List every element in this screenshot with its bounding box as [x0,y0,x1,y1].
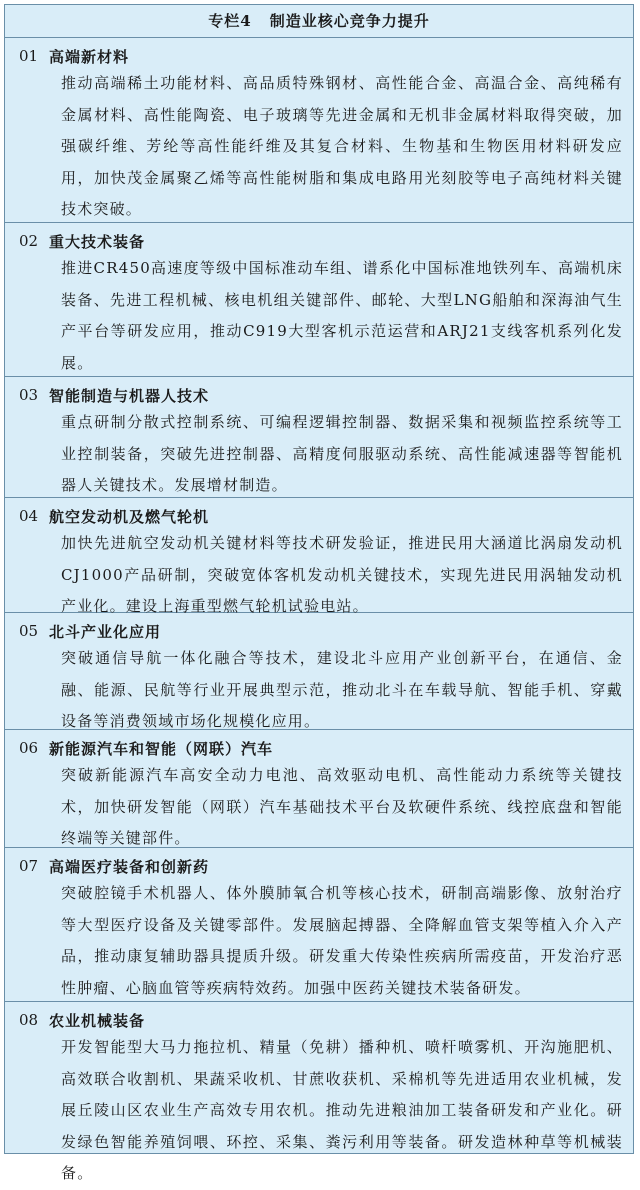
section-number: 01 [19,47,39,65]
section-title: 农业机械装备 [49,1011,146,1030]
section-item [5,498,633,613]
section-number: 07 [19,857,39,875]
box-label: 专栏4 [208,12,252,30]
section-item [5,730,633,848]
section-number: 06 [19,739,39,757]
section-body: 推动高端稀土功能材料、高品质特殊钢材、高性能合金、高温合金、高纯稀有金属材料、高性能陶瓷、电子玻璃等先进金属和无机非金属材料取得突破，加强碳纤维、芳纶等高性能纤维及其复合材料、生物基和生物医用材料研发应用，加快茂金属聚乙烯等高性能树脂和集成电路用光刻胶等电子高纯材料关键技术突破。 [61,74,623,218]
section-heading [5,504,623,528]
section-item [5,223,633,377]
section-body: 突破腔镜手术机器人、体外膜肺氧合机等核心技术，研制高端影像、放射治疗等大型医疗设备及关键零部件。发展脑起搏器、全降解血管支架等植入介入产品，推动康复辅助器具提质升级。研发重大传染性疾病所需疫苗，开发治疗恶性肿瘤、心脑血管等疾病特效药。加强中医药关键技术装备研发。 [61,884,623,997]
section-number: 08 [19,1011,39,1029]
section-heading [5,1008,623,1032]
section-title: 北斗产业化应用 [49,622,162,641]
section-list [5,38,633,1182]
section-title: 高端医疗装备和创新药 [49,857,210,876]
section-heading [5,383,623,407]
section-number: 05 [19,622,39,640]
section-title: 重大技术装备 [49,232,146,251]
section-title: 新能源汽车和智能（网联）汽车 [49,739,274,758]
section-title: 航空发动机及燃气轮机 [49,507,210,526]
section-number: 02 [19,232,39,250]
section-number: 03 [19,386,39,404]
section-body: 加快先进航空发动机关键材料等技术研发验证，推进民用大涵道比涡扇发动机CJ1000产品研制，突破宽体客机发动机关键技术，实现先进民用涡轴发动机产业化。建设上海重型燃气轮机试验电站。 [61,534,623,615]
box-header [5,5,633,38]
section-title: 智能制造与机器人技术 [49,386,210,405]
section-heading [5,619,623,643]
section-heading [5,736,623,760]
section-item [5,38,633,223]
section-number: 04 [19,507,39,525]
section-heading [5,229,623,253]
section-heading [5,44,623,68]
section-title: 高端新材料 [49,47,130,66]
section-body: 突破通信导航一体化融合等技术，建设北斗应用产业创新平台，在通信、金融、能源、民航等行业开展典型示范，推动北斗在车载导航、智能手机、穿戴设备等消费领域市场化规模化应用。 [61,649,623,730]
section-item [5,613,633,730]
section-item [5,848,633,1002]
section-body: 推进CR450高速度等级中国标准动车组、谱系化中国标准地铁列车、高端机床装备、先进工程机械、核电机组关键部件、邮轮、大型LNG船舶和深海油气生产平台等研发应用，推动C919大型客机示范运营和ARJ21支线客机系列化发展。 [61,259,623,372]
section-body: 突破新能源汽车高安全动力电池、高效驱动电机、高性能动力系统等关键技术，加快研发智能（网联）汽车基础技术平台及软硬件系统、线控底盘和智能终端等关键部件。 [61,766,623,847]
section-heading [5,854,623,878]
section-body: 重点研制分散式控制系统、可编程逻辑控制器、数据采集和视频监控系统等工业控制装备，突破先进控制器、高精度伺服驱动系统、高性能减速器等智能机器人关键技术。发展增材制造。 [61,413,623,494]
section-item [5,377,633,498]
section-item [5,1002,633,1182]
box-title: 制造业核心竞争力提升 [269,12,430,30]
section-body: 开发智能型大马力拖拉机、精量（免耕）播种机、喷杆喷雾机、开沟施肥机、高效联合收割机、果蔬采收机、甘蔗收获机、采棉机等先进适用农业机械，发展丘陵山区农业生产高效专用农机。推动先进粮油加工装备研发和产业化。研发绿色智能养殖饲喂、环控、采集、粪污利用等装备。研发造林种草等机械装备。 [61,1038,623,1182]
feature-box [4,4,634,1182]
